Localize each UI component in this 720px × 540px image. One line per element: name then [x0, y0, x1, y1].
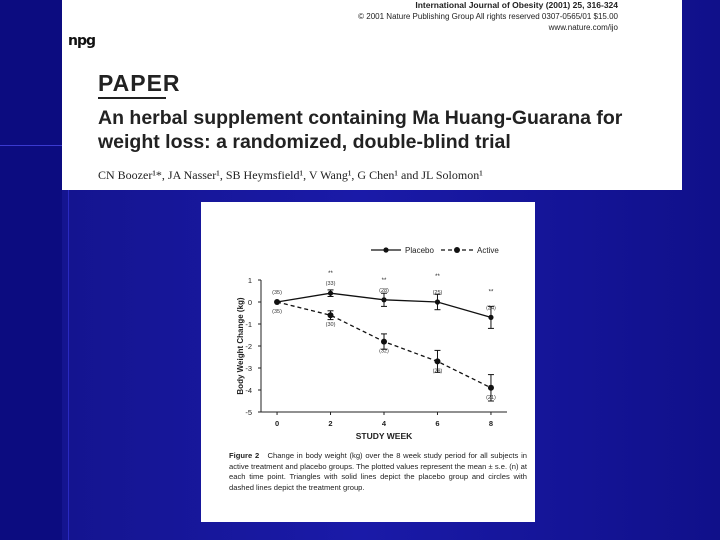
- n-label: (33): [325, 281, 336, 288]
- y-axis-label: Body Weight Change (kg): [236, 297, 245, 395]
- paper-header-panel: [62, 0, 682, 190]
- n-label: (32): [379, 348, 389, 355]
- figure-caption-label: Figure 2: [229, 451, 260, 460]
- n-label: (28): [379, 287, 389, 294]
- n-label: (24): [486, 305, 496, 312]
- slide-accent-line: [0, 145, 62, 146]
- x-tick-label: 8: [488, 419, 494, 428]
- figure-caption-text: Change in body weight (kg) over the 8 week study period for all subjects in active treatment and placebo groups. The plotted values represent the mean ± s.e. (n) at each time point. Triangles with solid lines depict the placebo group and circles with dashed lines depict the treatment group.: [229, 451, 527, 492]
- legend-marker-active: [454, 247, 460, 253]
- x-tick-label: 0: [274, 419, 280, 428]
- data-point-placebo: [488, 315, 493, 320]
- slide-vertical-rule: [68, 190, 69, 540]
- paper-authors: CN Boozer¹*, JA Nasser¹, SB Heymsfield¹, V Wang¹, G Chen¹ and JL Solomon¹: [98, 168, 483, 182]
- n-label: (25): [432, 290, 443, 296]
- significance-label: **: [381, 277, 387, 284]
- body-weight-chart: [201, 202, 535, 452]
- legend-label-active: Active: [477, 246, 499, 255]
- n-label: (28): [432, 368, 443, 375]
- x-axis-label: STUDY WEEK: [355, 431, 413, 441]
- paper-label-underline: [98, 97, 166, 99]
- journal-url: www.nature.com/ijo: [548, 23, 618, 32]
- y-tick-label: 1: [247, 276, 252, 285]
- significance-label: **: [488, 289, 494, 296]
- figure-caption: [229, 451, 527, 493]
- y-tick-label: -2: [245, 342, 252, 351]
- y-tick-label: -3: [245, 364, 252, 373]
- y-tick-label: -4: [245, 386, 252, 395]
- n-label: (30): [325, 322, 336, 329]
- y-tick-label: 0: [247, 298, 252, 307]
- data-point-active: [274, 299, 280, 305]
- n-label: (35): [272, 290, 282, 296]
- x-tick-label: 6: [435, 419, 440, 428]
- publisher-logo: npg: [68, 33, 96, 49]
- significance-label: **: [328, 271, 333, 278]
- x-tick-label: 2: [328, 419, 333, 428]
- y-tick-label: -5: [245, 408, 252, 417]
- legend-marker-placebo: [383, 247, 388, 252]
- journal-citation-block: [358, 0, 618, 33]
- n-label: (21): [486, 394, 496, 401]
- data-point-placebo: [381, 297, 386, 302]
- journal-copyright: © 2001 Nature Publishing Group All rights reserved 0307-0565/01 $15.00: [358, 12, 618, 21]
- slide-left-stripe: [0, 0, 62, 540]
- legend-label-placebo: Placebo: [405, 246, 434, 255]
- data-point-placebo: [328, 291, 333, 296]
- x-tick-label: 4: [381, 419, 387, 428]
- significance-label: **: [435, 274, 440, 280]
- data-point-active: [434, 358, 440, 364]
- n-label: (35): [272, 309, 282, 315]
- data-point-active: [488, 385, 494, 391]
- figure-panel: [201, 202, 535, 522]
- journal-citation: International Journal of Obesity (2001) 25, 316-324: [415, 0, 618, 10]
- data-point-placebo: [435, 299, 440, 304]
- data-point-active: [328, 312, 334, 318]
- paper-title: An herbal supplement containing Ma Huang-Guarana for weight loss: a randomized, double-blind trial: [98, 107, 623, 153]
- data-point-active: [381, 339, 387, 345]
- paper-label: PAPER: [98, 70, 181, 96]
- y-tick-label: -1: [245, 320, 252, 329]
